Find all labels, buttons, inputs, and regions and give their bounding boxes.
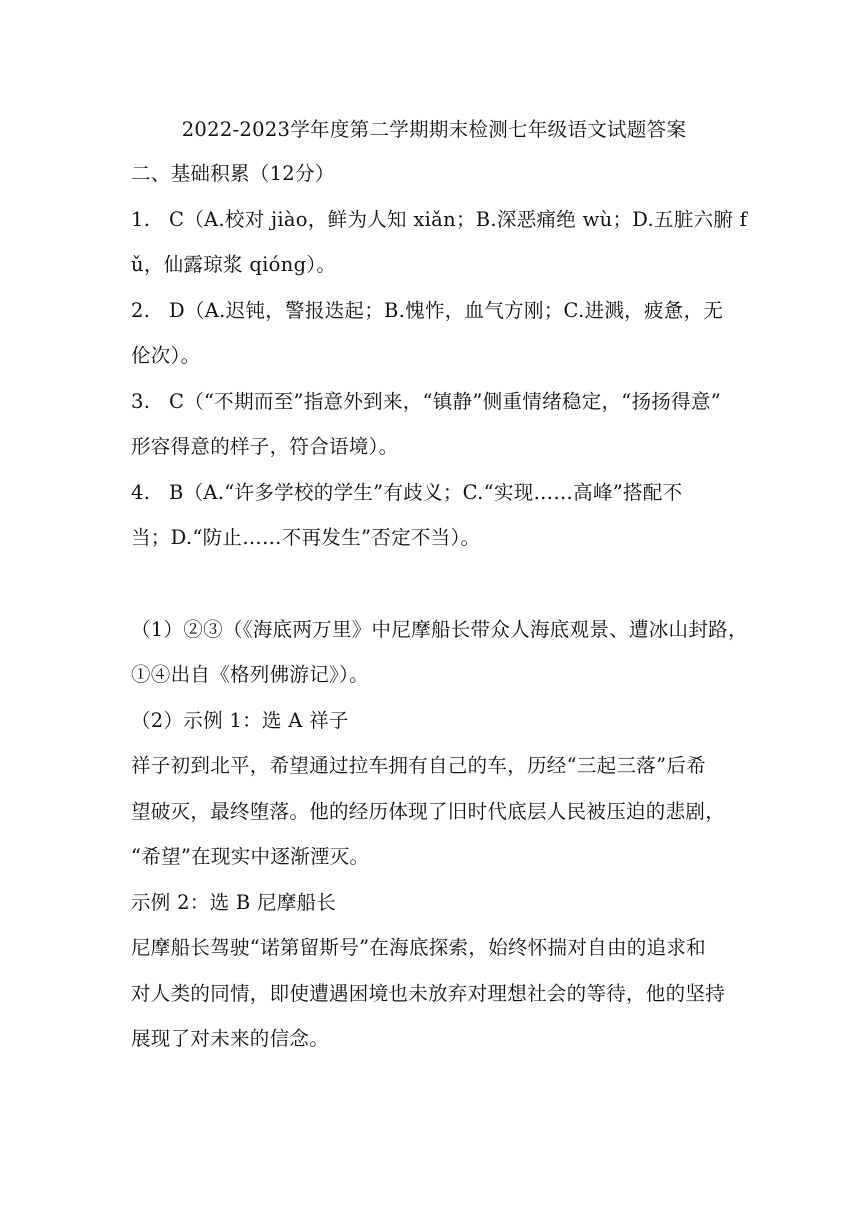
example-2-heading: 示例 2：选 B 尼摩船长 (131, 891, 337, 914)
answer-3-line-2: 形容得意的样子，符合语境）。 (131, 435, 399, 458)
answer-3-line-1 (131, 388, 751, 416)
answer-2-text: D（A.迟钝，警报迭起；B.愧怍，血气方刚；C.进溅，疲惫，无 (169, 299, 724, 322)
answer-4-number: 4. (131, 481, 151, 504)
answer-1-line-1 (131, 206, 751, 234)
page-title: 2022-2023学年度第二学期期末检测七年级语文试题答案 (181, 118, 687, 141)
answer-4-text: B（A.“许多学校的学生”有歧义；C.“实现……高峰”搭配不 (169, 481, 683, 504)
answer-2-number: 2. (131, 299, 151, 322)
answer-1-number: 1. (131, 208, 151, 231)
example-1-line-1: 祥子初到北平，希望通过拉车拥有自己的车，历经“三起三落”后希 (131, 754, 706, 777)
answer-4-line-2: 当；D.“防止……不再发生”否定不当）。 (131, 526, 481, 549)
question-1-answer-line-2: ①④出自《格列佛游记》）。 (131, 663, 369, 686)
answer-3-number: 3. (131, 390, 151, 413)
section-heading: 二、基础积累（12分） (131, 162, 335, 185)
answer-1-text: C（A.校对 jiào，鲜为人知 xiǎn；B.深恶痛绝 wù；D.五脏六腑 f (169, 208, 748, 231)
answer-1-line-2: ǔ，仙露琼浆 qióng）。 (131, 253, 337, 276)
example-2-line-2: 对人类的同情，即使遭遇困境也未放弃对理想社会的等待，他的坚持 (131, 982, 726, 1005)
question-1-answer-line-1: （1）②③（《海底两万里》中尼摩船长带众人海底观景、遭冰山封路， (131, 618, 748, 641)
question-2-heading: （2）示例 1：选 A 祥子 (131, 709, 349, 732)
example-2-line-1: 尼摩船长驾驶“诺第留斯号”在海底探索，始终怀揣对自由的追求和 (131, 936, 706, 959)
answer-4-line-1 (131, 479, 751, 507)
answer-2-line-2: 伦次）。 (131, 344, 201, 367)
example-2-line-3: 展现了对未来的信念。 (131, 1027, 330, 1050)
answer-2-line-1 (131, 297, 751, 325)
example-1-line-2: 望破灭，最终堕落。他的经历体现了旧时代底层人民被压迫的悲剧， (131, 800, 726, 823)
example-1-line-3: “希望”在现实中逐渐湮灭。 (131, 845, 370, 868)
answer-3-text: C（“不期而至”指意外到来，“镇静”侧重情绪稳定，“扬扬得意” (169, 390, 722, 413)
